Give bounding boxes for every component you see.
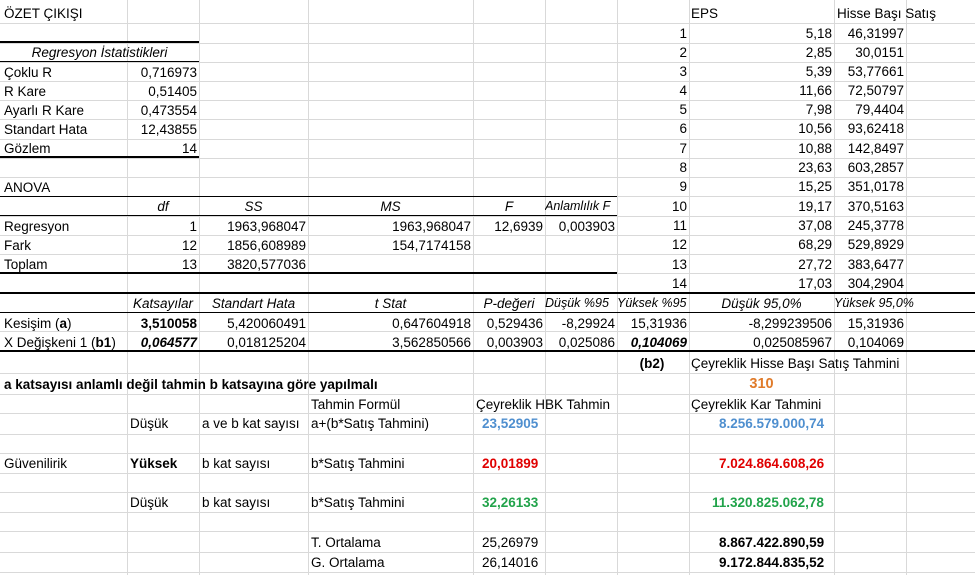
- estimate-hbk[interactable]: 23,52905: [482, 416, 539, 431]
- data-hbs[interactable]: 383,6477: [847, 257, 904, 272]
- g-avg-label: G. Ortalama: [311, 555, 385, 570]
- data-hbs[interactable]: 79,4404: [855, 102, 904, 117]
- estimate-hbk[interactable]: 20,01899: [482, 456, 539, 471]
- gridline: [0, 531, 975, 532]
- data-row-index: 11: [672, 218, 687, 233]
- anova-header-sig: Anlamlılık F: [545, 199, 611, 213]
- data-eps[interactable]: 5,18: [805, 26, 832, 41]
- quarterly-sales-value[interactable]: 310: [749, 376, 774, 392]
- anova-row-label: Toplam: [4, 257, 48, 272]
- data-row-index: 6: [679, 121, 687, 136]
- b2-tag: (b2): [639, 356, 665, 371]
- data-row-index: 13: [671, 257, 687, 272]
- anova-ms[interactable]: 1963,968047: [392, 219, 471, 234]
- data-row-index: 5: [679, 102, 687, 117]
- estimate-basis: b kat sayısı: [202, 495, 271, 510]
- coef-high2[interactable]: 0,104069: [847, 335, 904, 350]
- data-hbs[interactable]: 93,62418: [847, 121, 904, 136]
- coef-header-coef: Katsayılar: [132, 296, 194, 311]
- data-row-index: 10: [671, 199, 687, 214]
- data-eps[interactable]: 68,29: [798, 237, 832, 252]
- data-hbs[interactable]: 304,2904: [847, 276, 904, 291]
- eps-header: EPS: [691, 6, 719, 21]
- coef-p[interactable]: 0,529436: [486, 316, 543, 331]
- estimate-hbk[interactable]: 32,26133: [482, 495, 539, 510]
- estimate-profit[interactable]: 8.256.579.000,74: [719, 416, 825, 431]
- coef-high[interactable]: 15,31936: [630, 316, 687, 331]
- data-eps[interactable]: 7,98: [805, 102, 832, 117]
- coef-t[interactable]: 3,562850566: [392, 335, 471, 350]
- coef-header-t: t Stat: [374, 296, 407, 311]
- estimate-basis: a ve b kat sayısı: [202, 416, 300, 431]
- data-eps[interactable]: 10,56: [798, 121, 832, 136]
- coef-low2[interactable]: -8,299239506: [748, 316, 832, 331]
- data-eps[interactable]: 19,17: [798, 199, 832, 214]
- data-eps[interactable]: 2,85: [805, 45, 832, 60]
- data-row-index: 8: [679, 160, 687, 175]
- t-avg-hbk[interactable]: 25,26979: [482, 535, 539, 550]
- data-hbs[interactable]: 30,0151: [855, 45, 904, 60]
- stat-value[interactable]: 12,43855: [140, 122, 197, 137]
- gridline: [199, 0, 200, 575]
- coef-value[interactable]: 0,064577: [140, 335, 197, 350]
- data-eps[interactable]: 5,39: [805, 64, 832, 79]
- estimate-basis: b kat sayısı: [202, 456, 271, 471]
- data-row-index: 4: [679, 83, 687, 98]
- anova-f[interactable]: 12,6939: [494, 219, 543, 234]
- anova-ms[interactable]: 154,7174158: [392, 238, 471, 253]
- coef-p[interactable]: 0,003903: [486, 335, 543, 350]
- coef-low[interactable]: 0,025086: [558, 335, 615, 350]
- stat-value[interactable]: 14: [181, 141, 197, 156]
- estimate-formula: a+(b*Satış Tahmini): [311, 416, 429, 431]
- gridline: [473, 0, 474, 575]
- anova-ss[interactable]: 1963,968047: [227, 219, 306, 234]
- anova-ss[interactable]: 1856,608989: [227, 238, 306, 253]
- col-profit-header: Çeyreklik Kar Tahmini: [691, 397, 822, 412]
- t-avg-profit[interactable]: 8.867.422.890,59: [719, 535, 825, 550]
- anova-title: ANOVA: [4, 180, 51, 195]
- data-row-index: 12: [671, 237, 687, 252]
- g-avg-hbk[interactable]: 26,14016: [482, 555, 539, 570]
- data-eps[interactable]: 11,66: [799, 83, 832, 98]
- data-eps[interactable]: 15,25: [798, 179, 832, 194]
- data-hbs[interactable]: 529,8929: [847, 237, 904, 252]
- col-formula-header: Tahmin Formül: [311, 397, 401, 412]
- gridline: [0, 373, 975, 374]
- g-avg-profit[interactable]: 9.172.844.835,52: [719, 555, 825, 570]
- anova-header-df: df: [157, 199, 169, 214]
- quarterly-sales-label: Çeyreklik Hisse Başı Satış Tahmini: [691, 356, 900, 371]
- anova-row-label: Regresyon: [4, 219, 70, 234]
- data-row-index: 2: [679, 45, 687, 60]
- coef-header-high2: Yüksek 95,0%: [834, 296, 914, 310]
- data-row-index: 1: [679, 26, 687, 41]
- anova-row-label: Fark: [4, 238, 31, 253]
- data-hbs[interactable]: 142,8497: [847, 141, 904, 156]
- coef-value[interactable]: 3,510058: [140, 316, 197, 331]
- t-avg-label: T. Ortalama: [311, 535, 381, 550]
- estimate-formula: b*Satış Tahmini: [311, 495, 405, 510]
- anova-header-ss: SS: [244, 199, 263, 214]
- gridline: [0, 473, 975, 474]
- estimate-formula: b*Satış Tahmini: [311, 456, 405, 471]
- coef-header-se: Standart Hata: [211, 296, 296, 311]
- data-eps[interactable]: 17,03: [798, 276, 832, 291]
- reliability-label: Güvenilirik: [4, 456, 68, 471]
- data-hbs[interactable]: 245,3778: [847, 218, 904, 233]
- note-text: a katsayısı anlamlı değil tahmin b katsayına göre yapılmalı: [4, 377, 378, 392]
- stat-label: Ayarlı R Kare: [4, 103, 85, 118]
- stat-value[interactable]: 0,716973: [140, 65, 197, 80]
- coef-se[interactable]: 0,018125204: [227, 335, 306, 350]
- gridline: [0, 572, 975, 573]
- data-eps[interactable]: 27,72: [798, 257, 832, 272]
- coef-low[interactable]: -8,29924: [561, 316, 615, 331]
- data-eps[interactable]: 23,63: [798, 160, 832, 175]
- data-eps[interactable]: 10,88: [798, 141, 832, 156]
- data-hbs[interactable]: 72,50797: [847, 83, 904, 98]
- estimate-profit[interactable]: 11.320.825.062,78: [712, 495, 824, 510]
- data-hbs[interactable]: 370,5163: [847, 199, 904, 214]
- stat-label: Standart Hata: [4, 122, 88, 137]
- stat-value[interactable]: 0,51405: [148, 84, 197, 99]
- gridline: [906, 0, 907, 575]
- coef-se[interactable]: 5,420060491: [227, 316, 306, 331]
- coef-row-label: X Değişkeni 1 (b1): [4, 335, 116, 350]
- gridline: [545, 0, 546, 575]
- coef-low2[interactable]: 0,025085967: [753, 335, 832, 350]
- stat-label: R Kare: [4, 84, 47, 99]
- coef-t[interactable]: 0,647604918: [392, 316, 471, 331]
- data-eps[interactable]: 37,08: [798, 218, 832, 233]
- data-row-index: 3: [679, 64, 687, 79]
- estimate-profit[interactable]: 7.024.864.608,26: [719, 456, 825, 471]
- data-row-index: 9: [679, 179, 687, 194]
- gridline: [0, 512, 975, 513]
- anova-header-ms: MS: [380, 199, 401, 214]
- coef-high2[interactable]: 15,31936: [847, 316, 904, 331]
- stat-value[interactable]: 0,473554: [140, 103, 197, 118]
- anova-sig[interactable]: 0,003903: [558, 219, 615, 234]
- estimate-level: Düşük: [130, 416, 169, 431]
- data-hbs[interactable]: 53,77661: [847, 64, 904, 79]
- coef-header-high: Yüksek %95: [617, 296, 687, 310]
- anova-df[interactable]: 12: [181, 238, 197, 253]
- coef-header-low: Düşük %95: [545, 296, 609, 310]
- estimate-level: Düşük: [130, 495, 169, 510]
- data-row-index: 14: [671, 276, 687, 291]
- anova-header-f: F: [504, 199, 514, 214]
- coef-header-low2: Düşük 95,0%: [721, 296, 802, 311]
- estimate-level: Yüksek: [130, 456, 178, 471]
- stat-label: Gözlem: [4, 141, 51, 156]
- summary-title: ÖZET ÇIKIŞI: [4, 6, 83, 21]
- data-row-index: 7: [679, 141, 687, 156]
- gridline: [308, 0, 309, 575]
- data-hbs[interactable]: 46,31997: [847, 26, 904, 41]
- anova-df[interactable]: 1: [189, 219, 197, 234]
- anova-df[interactable]: 13: [181, 257, 197, 272]
- reg-stats-title: Regresyon İstatistikleri: [31, 45, 168, 60]
- border: [0, 272, 617, 274]
- anova-ss[interactable]: 3820,577036: [227, 257, 306, 272]
- stat-label: Çoklu R: [4, 65, 53, 80]
- coef-high[interactable]: 0,104069: [630, 335, 687, 350]
- hbs-header: Hisse Başı Satış: [837, 6, 937, 21]
- data-hbs[interactable]: 603,2857: [847, 160, 904, 175]
- data-hbs[interactable]: 351,0178: [847, 179, 904, 194]
- gridline: [0, 434, 975, 435]
- col-hbk-header: Çeyreklik HBK Tahmin: [476, 397, 611, 412]
- coef-row-label: Kesişim (a): [4, 316, 72, 331]
- coef-header-p: P-değeri: [483, 296, 535, 311]
